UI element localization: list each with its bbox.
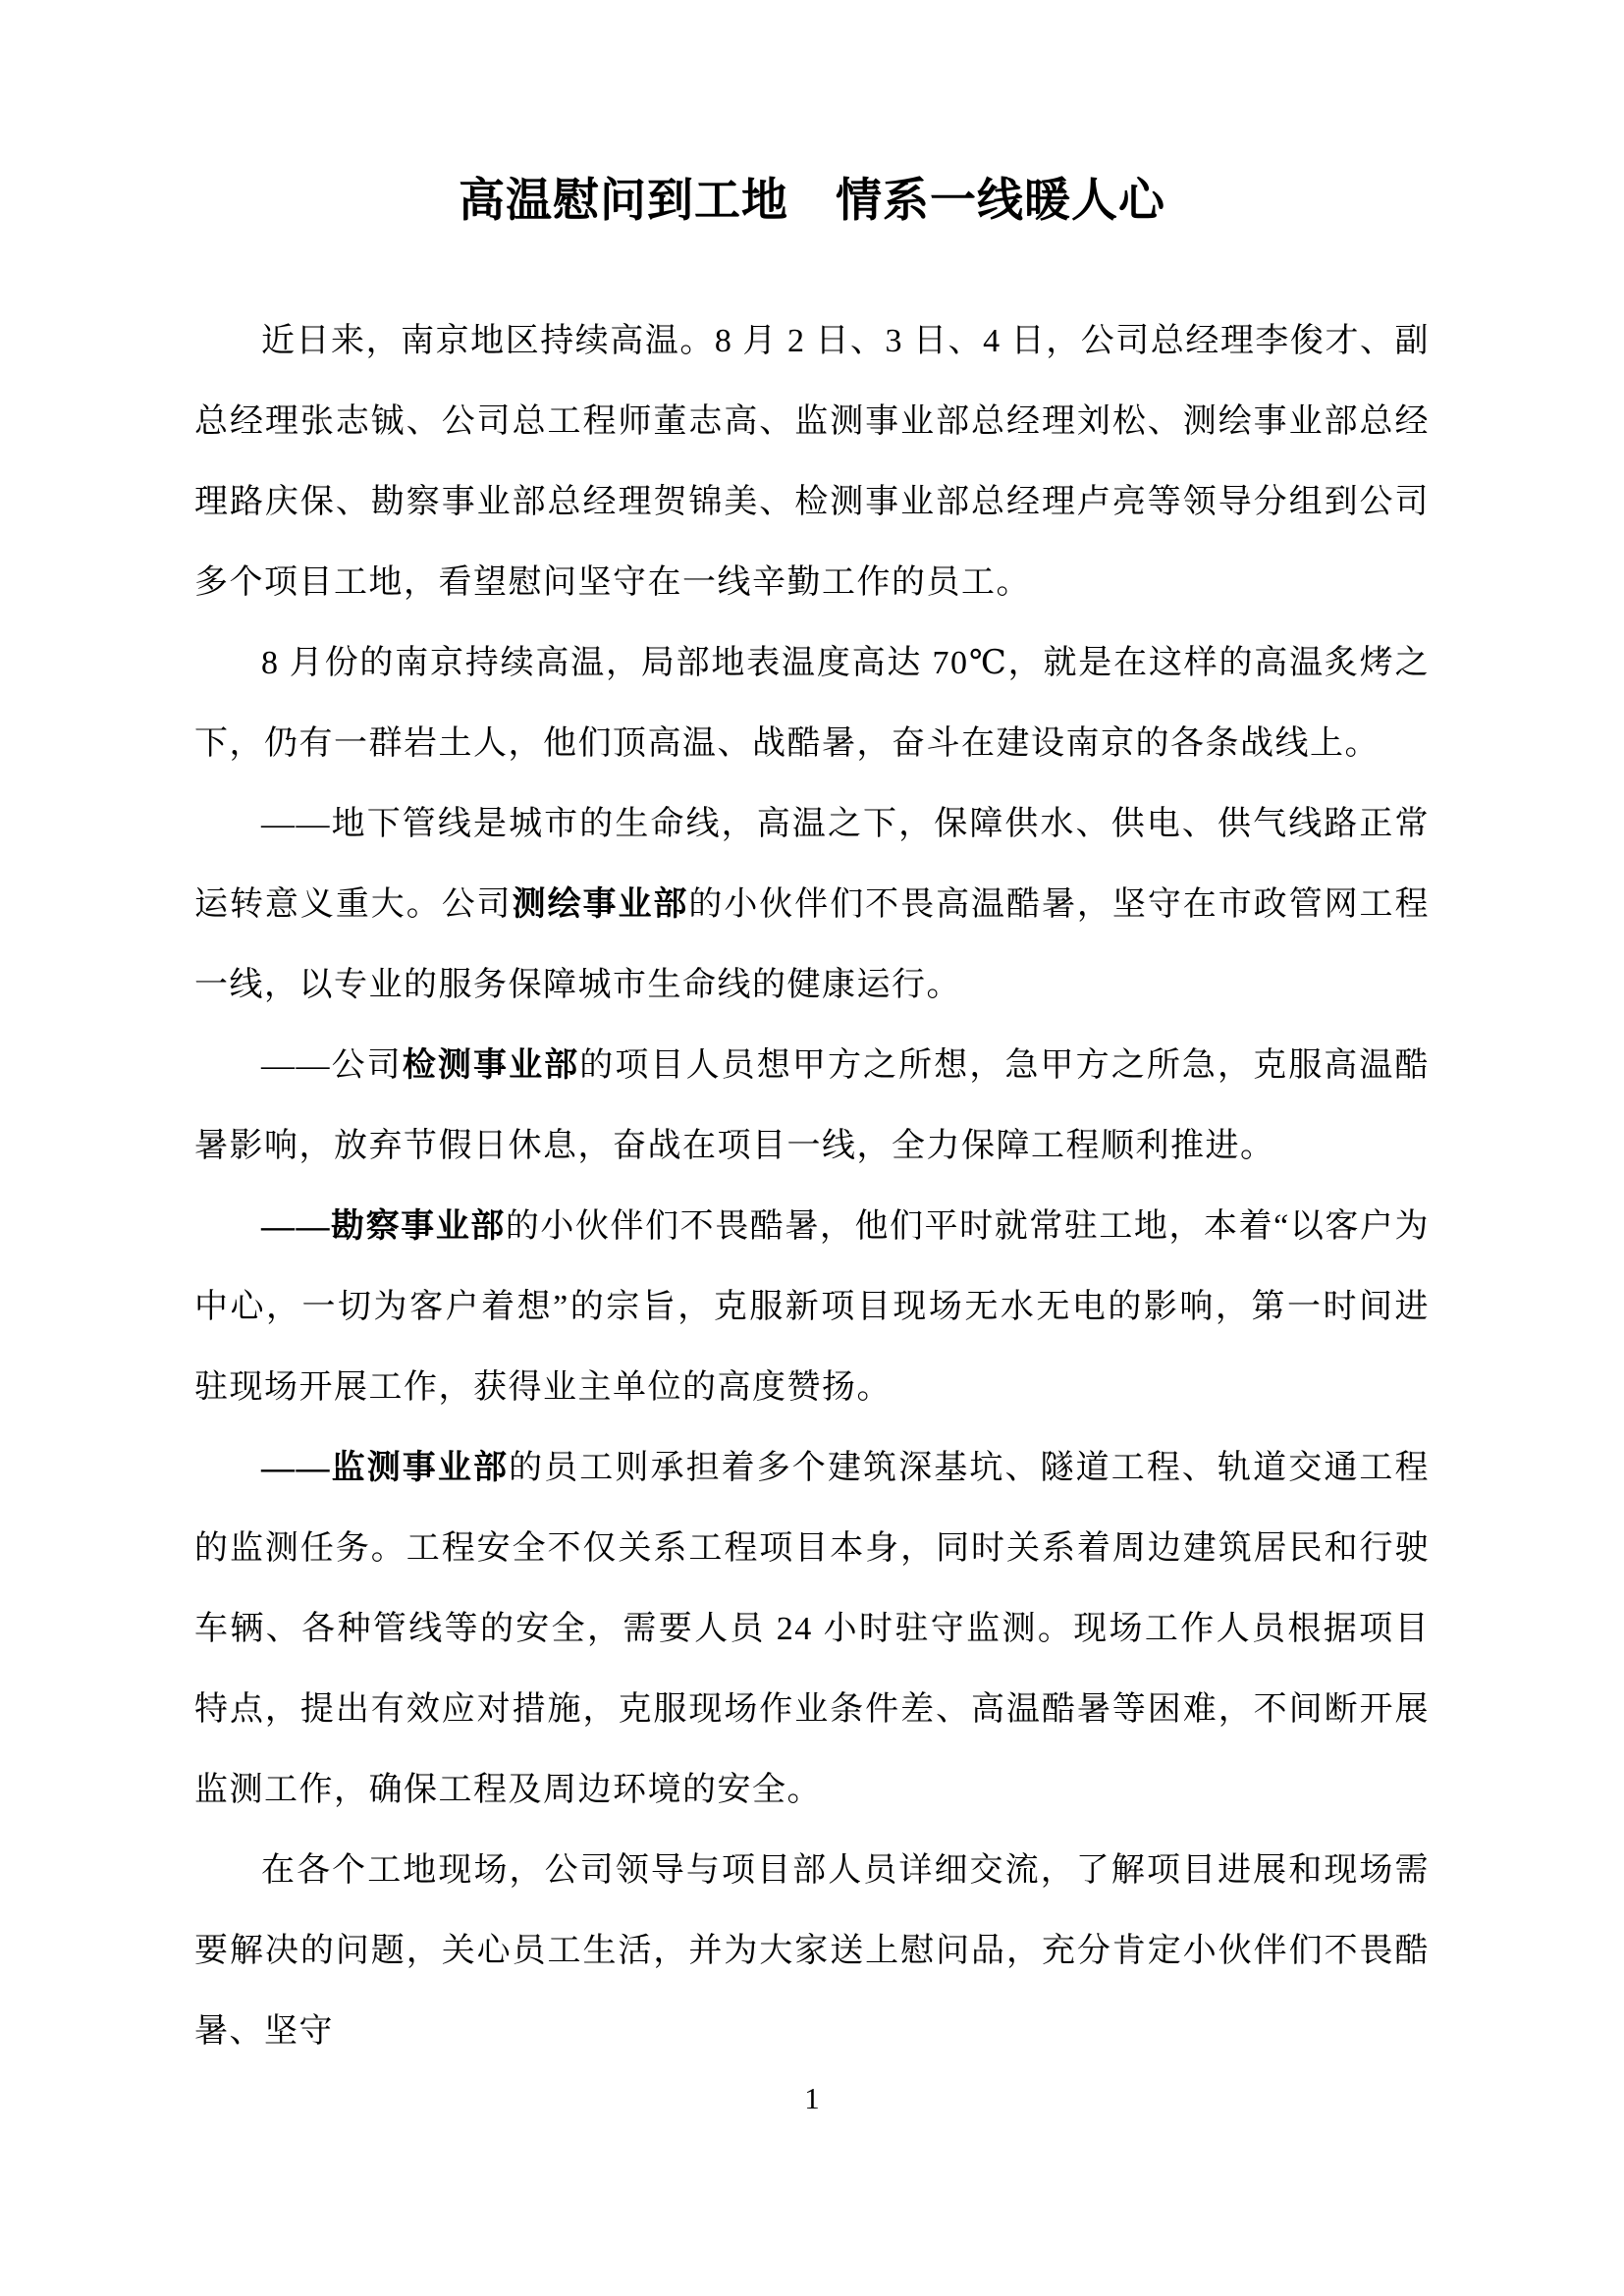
text-run: 的小伙伴们不畏酷暑，他们平时就常驻工地，本着“以客户为中心，一切为客户着想”的宗旨，克服新项目现场无水无电的影响，第一时间进驻现场开展工作，获得业主单位的高度赞扬。 — [194, 1208, 1430, 1406]
text-run: 近日来，南京地区持续高温。8 月 2 日、3 日、4 日，公司总经理李俊才、副总经理张志铖、公司总工程师董志高、监测事业部总经理刘松、测绘事业部总经理路庆保、勘察事业部总经理贺锦美、检测事业部总经理卢亮等领导分组到公司多个项目工地，看望慰问坚守在一线辛勤工作的员工。 — [194, 323, 1430, 601]
paragraph — [194, 784, 1430, 1026]
text-run: 的小伙伴们不畏高温酷暑，坚守在市政管网工程一线，以专业的服务保障城市生命线的健康运行。 — [194, 886, 1431, 1003]
document-title: 高温慰问到工地 情系一线暖人心 — [459, 176, 1165, 227]
text-run: ——公司 — [261, 1047, 403, 1084]
text-run: 的项目人员想甲方之所想，急甲方之所急，克服高温酷暑影响，放弃节假日休息，奋战在项目一线，全力保障工程顺利推进。 — [194, 1047, 1431, 1164]
text-run: 的员工则承担着多个建筑深基坑、隧道工程、轨道交通工程的监测任务。工程安全不仅关系工程项目本身，同时关系着周边建筑居民和行驶车辆、各种管线等的安全，需要人员 24 小时驻守监测。现场工作人员根据项目特点，提出有效应对措施，克服现场作业条件差、高温酷暑等困难，不间断开展监测工作，确保工程及周边环境的安全。 — [194, 1450, 1431, 1808]
paragraph — [194, 1187, 1430, 1428]
text-run: ——地下管线是城市的生命线，高温之下，保障供水、供电、供气线路正常运转意义重大。公司 — [194, 806, 1430, 923]
paragraph — [194, 623, 1430, 784]
page-footer — [0, 2079, 1624, 2118]
paragraph — [194, 1428, 1430, 1831]
paragraph — [194, 301, 1430, 623]
text-run: 8 月份的南京持续高温，局部地表温度高达 70℃，就是在这样的高温炙烤之下，仍有一群岩土人，他们顶高温、战酷暑，奋斗在建设南京的各条战线上。 — [194, 645, 1430, 762]
text-run-bold: 检测事业部 — [402, 1047, 580, 1084]
paragraph — [194, 1026, 1430, 1187]
text-run-bold: 测绘事业部 — [512, 886, 689, 923]
text-run-bold: ——勘察事业部 — [261, 1208, 506, 1245]
paragraph — [194, 1831, 1430, 2072]
page-number: 1 — [804, 2081, 820, 2115]
text-run: 在各个工地现场，公司领导与项目部人员详细交流，了解项目进展和现场需要解决的问题，关心员工生活，并为大家送上慰问品，充分肯定小伙伴们不畏酷暑、坚守 — [194, 1852, 1430, 2050]
text-run-bold: ——监测事业部 — [261, 1450, 510, 1486]
